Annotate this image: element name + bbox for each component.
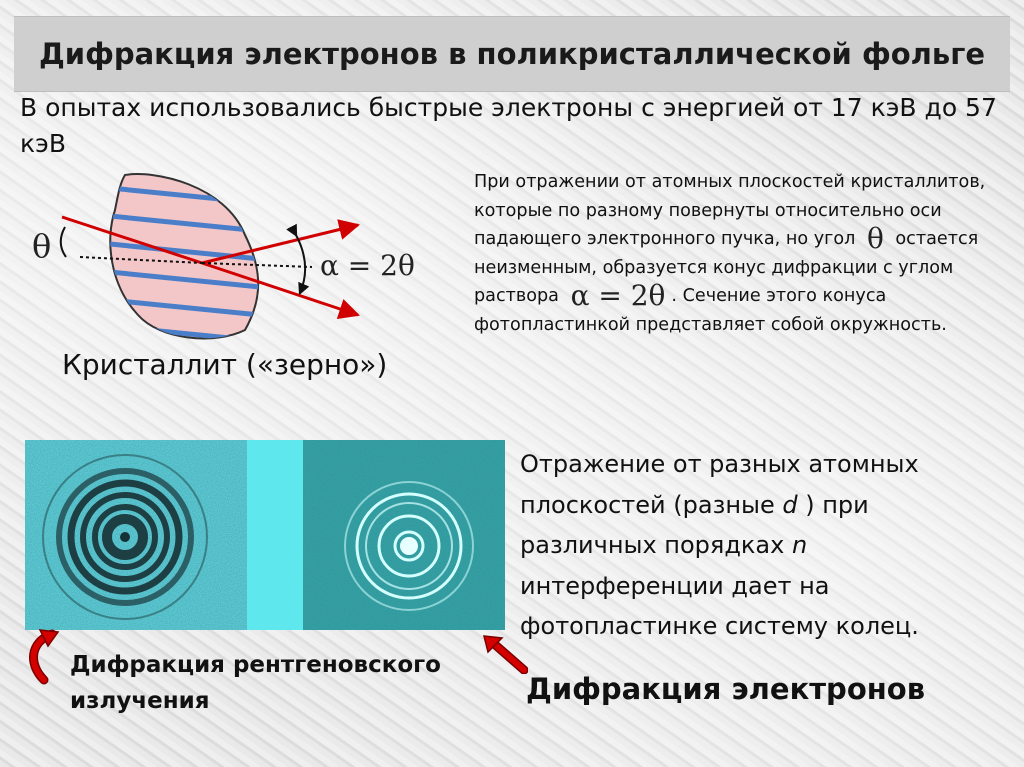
- rings-part2: ) при различных порядках: [520, 490, 869, 559]
- alpha-formula: α = 2θ: [320, 249, 415, 282]
- crystallite-diagram: [20, 165, 460, 355]
- slide-title: Дифракция электронов в поликристаллической фольге: [14, 16, 1010, 92]
- intro-text: В опытах использовались быстрые электроны с энергией от 17 кэВ до 57 кэВ: [20, 93, 997, 158]
- explain-part2: остается неизменным, образуется конус дифракции с углом раствора: [474, 229, 979, 306]
- diffraction-images: [25, 440, 505, 630]
- electron-diffraction-image: [303, 440, 505, 630]
- explain-part1: При отражении от атомных плоскостей кристаллитов, которые по разному повернуты относительно оси падающего электронного пучка, но угол: [474, 172, 986, 249]
- electron-caption: Дифракция электронов: [526, 672, 926, 706]
- theta-symbol: θ: [866, 222, 884, 255]
- curved-red-arrow-icon: [22, 628, 62, 688]
- crystallite-label: Кристаллит («зерно»): [62, 348, 388, 381]
- rings-d: d: [782, 490, 798, 519]
- rings-n: n: [791, 531, 808, 559]
- rings-explanation: [520, 444, 1010, 647]
- rings-part1: Отражение от разных атомных плоскостей (разные: [520, 450, 919, 519]
- xray-diffraction-image: [25, 440, 247, 630]
- theta-label: θ: [32, 227, 52, 265]
- rings-part3: интерференции дает на фотопластинке систему колец.: [520, 571, 919, 640]
- image-separator: [247, 440, 303, 630]
- explanation-text: [474, 168, 994, 339]
- explain-part3: . Сечение этого конуса фотопластинкой представляет собой окружность.: [474, 286, 947, 335]
- alpha-symbol: α = 2θ: [570, 279, 666, 312]
- xray-caption: Дифракция рентгеновского излучения: [70, 652, 441, 714]
